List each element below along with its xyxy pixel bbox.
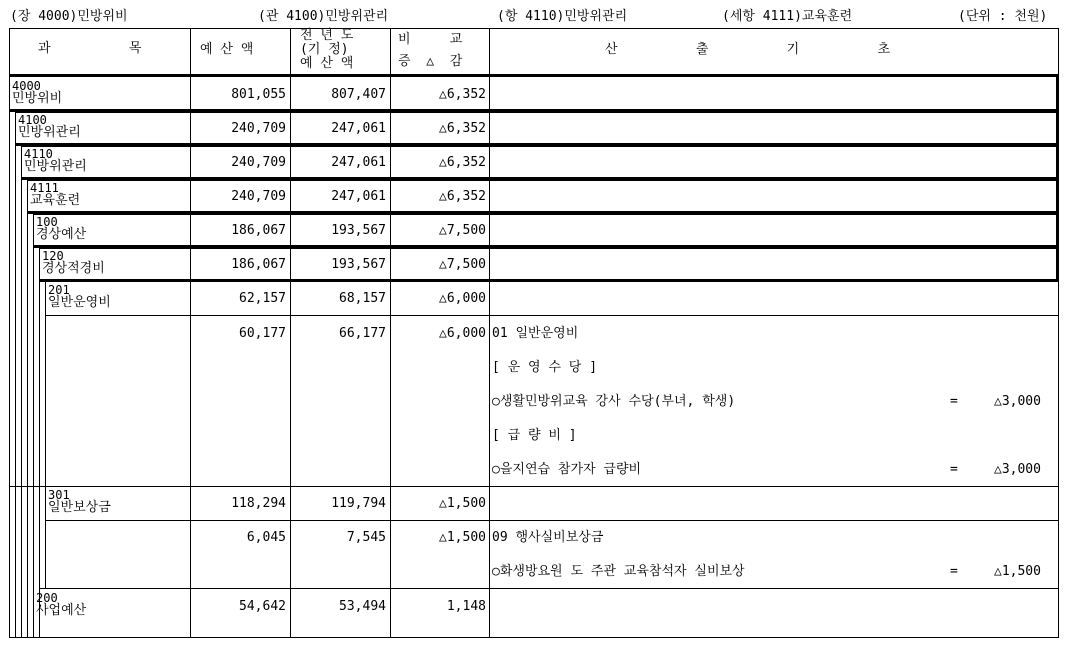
row-budget: 186,067 bbox=[231, 223, 286, 238]
row-budget: 6,045 bbox=[246, 530, 286, 545]
row-name: 민방위관리 bbox=[18, 125, 81, 140]
row-budget: 240,709 bbox=[231, 155, 286, 170]
row-prev: 247,061 bbox=[331, 121, 386, 136]
row-code: 200 bbox=[36, 591, 58, 605]
row-budget: 54,642 bbox=[239, 599, 286, 614]
header-prev-3: 예 산 액 bbox=[300, 56, 354, 71]
row-prev: 68,157 bbox=[339, 291, 386, 306]
row-name: 경상적경비 bbox=[42, 261, 105, 276]
row-diff: △7,500 bbox=[439, 223, 486, 238]
basis-line: ○생활민방위교육 강사 수당(부녀, 학생) bbox=[492, 394, 736, 409]
header-subject: 과 목 bbox=[38, 41, 142, 56]
row-diff: △6,352 bbox=[439, 189, 486, 204]
row-diff: 1,148 bbox=[446, 599, 486, 614]
row-budget: 62,157 bbox=[239, 291, 286, 306]
row-budget: 60,177 bbox=[239, 326, 286, 341]
basis-line: ○을지연습 참가자 급량비 bbox=[492, 462, 642, 477]
row-budget: 118,294 bbox=[231, 496, 286, 511]
row-budget: 240,709 bbox=[231, 189, 286, 204]
header-compare-1: 비 교 bbox=[398, 32, 463, 47]
row-name: 교육훈련 bbox=[30, 193, 81, 208]
header-basis: 산 출 기 초 bbox=[605, 42, 891, 57]
row-budget: 801,055 bbox=[231, 87, 286, 102]
row-code: 301 bbox=[48, 488, 70, 502]
row-code: 120 bbox=[42, 249, 64, 263]
row-diff: △6,352 bbox=[439, 87, 486, 102]
basis-line: ○화생방요원 도 주관 교육참석자 실비보상 bbox=[492, 564, 745, 579]
basis-equals: = bbox=[950, 564, 958, 579]
basis-amount: △3,000 bbox=[994, 394, 1041, 409]
basis-amount: △3,000 bbox=[994, 462, 1041, 477]
row-diff: △6,000 bbox=[439, 291, 486, 306]
row-prev: 53,494 bbox=[339, 599, 386, 614]
header-prev-2: (기 정) bbox=[300, 42, 349, 57]
basis-amount: △1,500 bbox=[994, 564, 1041, 579]
hang-title: (항 4110)민방위관리 bbox=[497, 9, 628, 24]
basis-line: 09 행사실비보상금 bbox=[492, 530, 604, 545]
row-name: 민방위비 bbox=[12, 91, 63, 106]
row-prev: 66,177 bbox=[339, 326, 386, 341]
header-prev-1: 전 년 도 bbox=[300, 28, 354, 43]
row-prev: 7,545 bbox=[346, 530, 386, 545]
basis-line: [ 운 영 수 당 ] bbox=[492, 360, 598, 375]
basis-line: [ 급 량 비 ] bbox=[492, 428, 577, 443]
row-prev: 247,061 bbox=[331, 189, 386, 204]
row-budget: 240,709 bbox=[231, 121, 286, 136]
row-name: 사업예산 bbox=[36, 603, 87, 618]
gwan-title: (관 4100)민방위관리 bbox=[258, 9, 389, 24]
row-name: 일반운영비 bbox=[48, 295, 111, 310]
row-code: 4111 bbox=[30, 181, 59, 195]
header-budget: 예 산 액 bbox=[200, 42, 254, 57]
row-diff: △6,000 bbox=[439, 326, 486, 341]
row-name: 민방위관리 bbox=[24, 159, 87, 174]
row-name: 일반보상금 bbox=[48, 500, 111, 515]
row-diff: △1,500 bbox=[439, 496, 486, 511]
row-name: 경상예산 bbox=[36, 227, 87, 242]
unit-label: (단위 : 천원) bbox=[958, 9, 1048, 24]
row-code: 4000 bbox=[12, 79, 41, 93]
row-code: 100 bbox=[36, 215, 58, 229]
row-prev: 193,567 bbox=[331, 223, 386, 238]
row-prev: 193,567 bbox=[331, 257, 386, 272]
row-budget: 186,067 bbox=[231, 257, 286, 272]
row-prev: 119,794 bbox=[331, 496, 386, 511]
basis-equals: = bbox=[950, 462, 958, 477]
row-diff: △6,352 bbox=[439, 121, 486, 136]
row-diff: △6,352 bbox=[439, 155, 486, 170]
row-prev: 807,407 bbox=[331, 87, 386, 102]
row-diff: △1,500 bbox=[439, 530, 486, 545]
sehang-title: (세항 4111)교육훈련 bbox=[722, 9, 853, 24]
jang-title: (장 4000)민방위비 bbox=[10, 9, 128, 24]
row-code: 4100 bbox=[18, 113, 47, 127]
row-code: 4110 bbox=[24, 147, 53, 161]
row-code: 201 bbox=[48, 283, 70, 297]
row-prev: 247,061 bbox=[331, 155, 386, 170]
basis-line: 01 일반운영비 bbox=[492, 326, 579, 341]
row-diff: △7,500 bbox=[439, 257, 486, 272]
basis-equals: = bbox=[950, 394, 958, 409]
header-compare-2: 증 △ 감 bbox=[398, 54, 463, 69]
